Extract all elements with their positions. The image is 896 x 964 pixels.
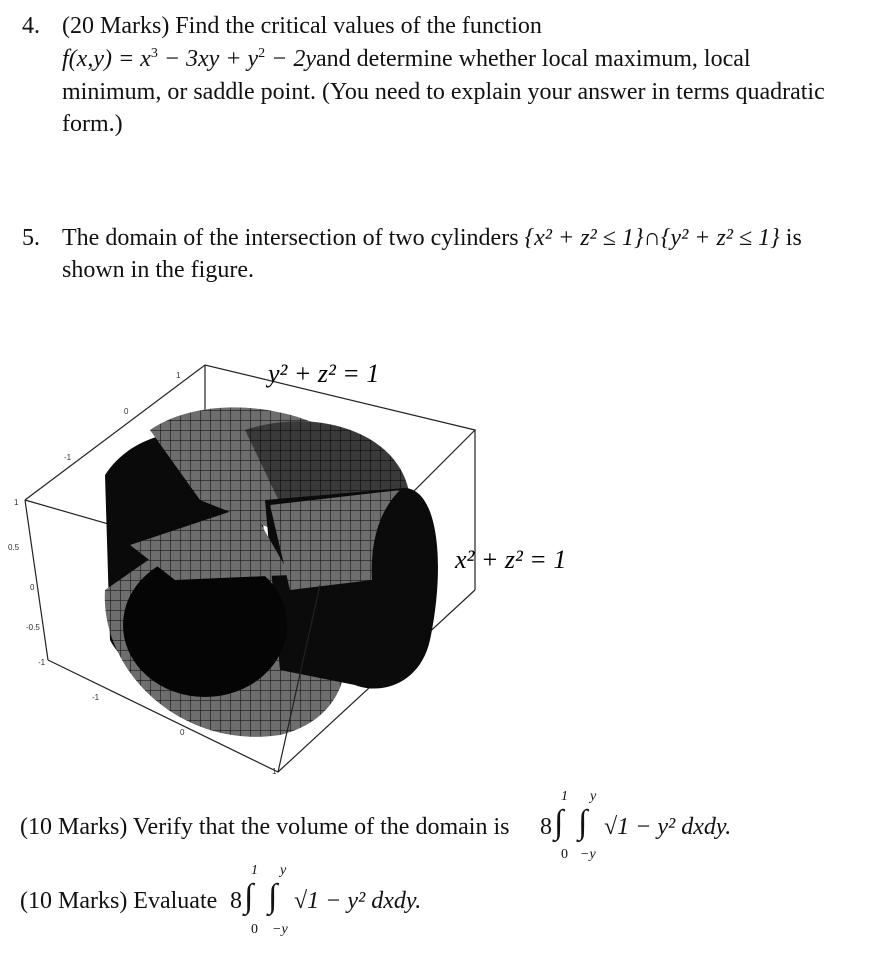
tick-top-2: 0 (124, 407, 129, 416)
cylinder-intersection-set: {x² + z² ≤ 1}∩{y² + z² ≤ 1} (524, 225, 780, 251)
problem-5-line-1 (62, 222, 802, 254)
problem-4-number: 4. (22, 13, 40, 39)
label-right-equation: x² + z² = 1 (455, 545, 567, 574)
problem-5-line-1-end: is (779, 225, 802, 251)
part-b-coefficient: 8 (230, 888, 242, 914)
function-mid-2: − 2y (265, 46, 317, 72)
problem-4-function-line (62, 43, 751, 75)
tick-bottom-2: 0 (180, 728, 185, 737)
tick-top-3: -1 (64, 453, 72, 462)
label-top-equation: y² + z² = 1 (268, 359, 380, 388)
tick-top-1: 1 (176, 371, 181, 380)
part-a-integral-outer: ∫ (554, 804, 564, 841)
exponent-3: 3 (150, 46, 158, 61)
problem-5-line-2: shown in the figure. (62, 257, 254, 283)
exponent-2: 2 (258, 46, 266, 61)
problem-4-line-2-rest: and determine whether local maximum, local (316, 46, 751, 72)
part-a-lower-outer: 0 (561, 847, 568, 862)
problem-4-line-3: minimum, or saddle point. (You need to explain your answer in terms quadratic (62, 79, 825, 105)
part-b-lower-outer: 0 (251, 922, 258, 937)
part-b-integral-inner: ∫ (268, 878, 278, 915)
tick-bottom-1: -1 (92, 693, 100, 702)
problem-5-number: 5. (22, 225, 40, 251)
part-a-upper-outer: 1 (561, 789, 568, 804)
part-b-upper-inner: y (280, 863, 287, 878)
tick-left-3: 0 (30, 583, 35, 592)
tick-left-1: 1 (14, 498, 19, 507)
part-a-text: (10 Marks) Verify that the volume of the domain is (20, 814, 510, 840)
problem-4-line-1: (20 Marks) Find the critical values of the function (62, 13, 542, 39)
part-b-upper-outer: 1 (251, 863, 258, 878)
part-a-integrand: √1 − y² dxdy. (604, 814, 732, 840)
problem-5-line-1-text: The domain of the intersection of two cylinders (62, 225, 525, 251)
tick-left-2: 0.5 (8, 543, 20, 552)
part-b-integral-outer: ∫ (244, 878, 254, 915)
part-b-integrand: √1 − y² dxdy. (294, 888, 422, 914)
function-lhs: f(x,y) = x (62, 46, 151, 72)
part-a-integral-inner: ∫ (578, 804, 588, 841)
tick-left-5: -1 (38, 658, 46, 667)
cylinder-intersection-figure (0, 340, 896, 800)
function-mid-1: − 3xy + y (157, 46, 259, 72)
part-a-lower-inner: −y (580, 847, 596, 862)
tick-left-4: -0.5 (26, 623, 40, 632)
part-b-text: (10 Marks) Evaluate (20, 888, 218, 914)
part-a-upper-inner: y (590, 789, 597, 804)
problem-4-line-4: form.) (62, 111, 123, 137)
part-b-lower-inner: −y (272, 922, 288, 937)
part-a-coefficient: 8 (540, 814, 552, 840)
tick-bottom-3: 1 (272, 767, 277, 776)
